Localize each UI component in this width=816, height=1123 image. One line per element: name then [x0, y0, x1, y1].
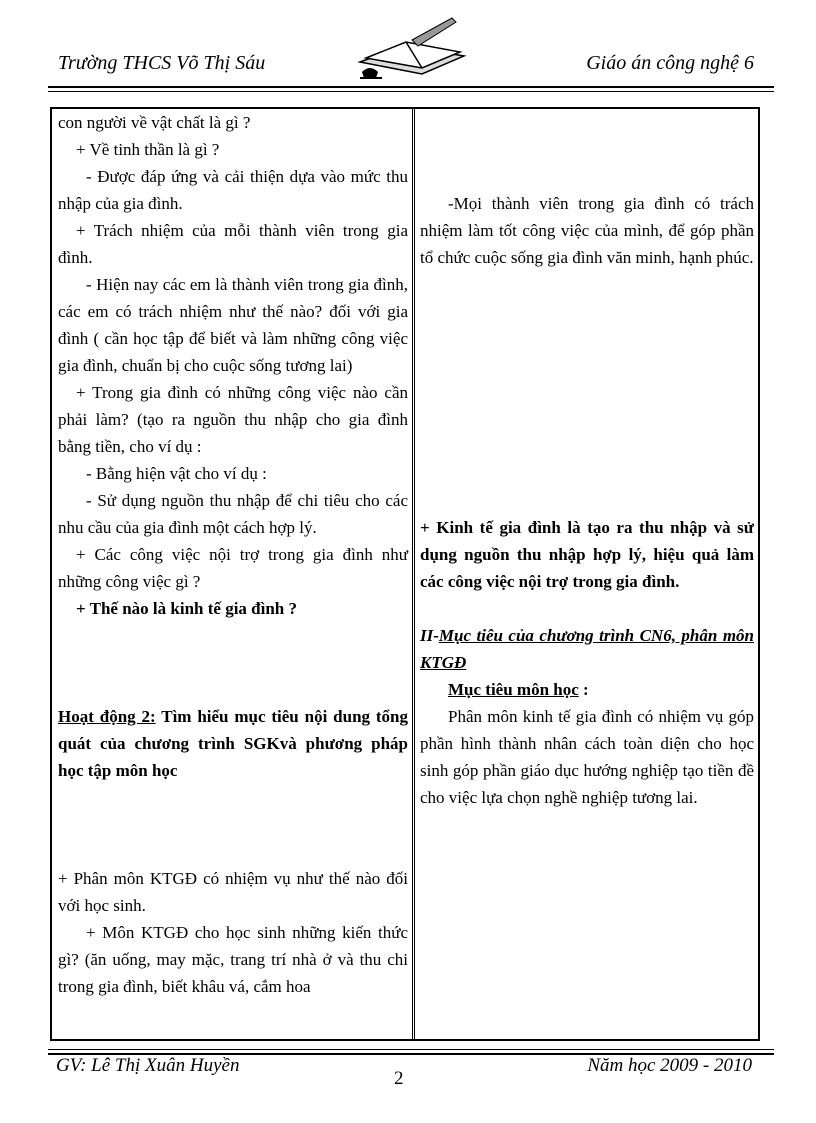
spacer	[420, 271, 754, 514]
page-number: 2	[394, 1068, 404, 1089]
goal-label: Mục tiêu môn học	[448, 680, 579, 699]
activity-2-text: Tìm hiểu mục tiêu nội dung tổng quát của chương trình SGKvà phương pháp học tập môn học	[58, 707, 408, 780]
section-ii-title: Mục tiêu của chương trình CN6, phân môn KTGĐ	[420, 626, 754, 672]
book-quill-logo-icon	[352, 16, 470, 82]
left-line-6: + Trong gia đình có những công việc nào cần phải làm? (tạo ra nguồn thu nhập cho gia đình bằng tiền, cho ví dụ :	[58, 383, 408, 456]
section-ii-prefix: II-	[420, 626, 439, 645]
student-content-column	[420, 109, 754, 811]
left-line-9: + Các công việc nội trợ trong gia đình như những công việc gì ?	[58, 545, 408, 591]
left-line-4: + Trách nhiệm của mỗi thành viên trong gia đình.	[58, 221, 408, 267]
left-line-5: - Hiện nay các em là thành viên trong gia đình, các em có trách nhiệm như thế nào? đối với gia đình ( cần học tập để biết và làm những công việc gia đình, chuẩn bị cho cuộc sống tương lai)	[58, 275, 408, 375]
header-subject: Giáo án công nghệ 6	[586, 52, 754, 74]
left-question-economy: + Thế nào là kinh tế gia đình ?	[76, 599, 297, 618]
right-goal-text: Phân môn kinh tế gia đình có nhiệm vụ góp phần hình thành nhân cách toàn diện cho học sinh góp phần giáo dục hướng nghiệp tạo tiền đề cho việc lựa chọn nghề nghiệp tương lai.	[420, 707, 754, 807]
activity-2-label: Hoạt động 2:	[58, 707, 156, 726]
spacer	[420, 595, 754, 622]
right-economy-definition: + Kinh tế gia đình là tạo ra thu nhập và sử dụng nguồn thu nhập hợp lý, hiệu quả làm các công việc nội trợ trong gia đình.	[420, 518, 754, 591]
footer-teacher: GV: Lê Thị Xuân Huyền	[56, 1055, 240, 1076]
section-ii-heading	[420, 622, 754, 676]
header-school: Trường THCS Võ Thị Sáu	[58, 52, 266, 74]
left-line-2: + Về tinh thần là gì ?	[76, 140, 220, 159]
goal-colon: :	[583, 680, 589, 699]
left-line-11: + Phân môn KTGĐ có nhiệm vụ như thế nào đối với học sinh.	[58, 869, 408, 915]
teacher-activity-column	[58, 109, 408, 1000]
goal-heading	[420, 676, 754, 703]
left-line-12: + Môn KTGĐ cho học sinh những kiến thức gì? (ăn uống, may mặc, trang trí nhà ở và thu chi trong gia đình, biết khâu vá, cắm hoa	[58, 923, 408, 996]
left-line-7: - Bằng hiện vật cho ví dụ :	[86, 464, 267, 483]
right-member-responsibility: -Mọi thành viên trong gia đình có trách nhiệm làm tốt công việc của mình, để góp phần tổ chức cuộc sống gia đình văn minh, hạnh phúc.	[420, 194, 754, 267]
left-line-1: con người về vật chất là gì ?	[58, 113, 251, 132]
column-divider	[412, 109, 415, 1039]
activity-2-heading	[58, 703, 408, 784]
left-line-3: - Được đáp ứng và cải thiện dựa vào mức thu nhập của gia đình.	[58, 167, 408, 213]
spacer	[58, 784, 408, 865]
footer-rule-thin	[48, 1049, 774, 1050]
footer-school-year: Năm học 2009 - 2010	[587, 1055, 752, 1076]
left-line-8: - Sử dụng nguồn thu nhập để chi tiêu cho các nhu cầu của gia đình một cách hợp lý.	[58, 491, 408, 537]
header-rule-thin	[48, 91, 774, 92]
header-rule	[48, 86, 774, 88]
spacer	[420, 109, 754, 190]
lesson-table	[50, 107, 760, 1041]
spacer	[58, 622, 408, 703]
